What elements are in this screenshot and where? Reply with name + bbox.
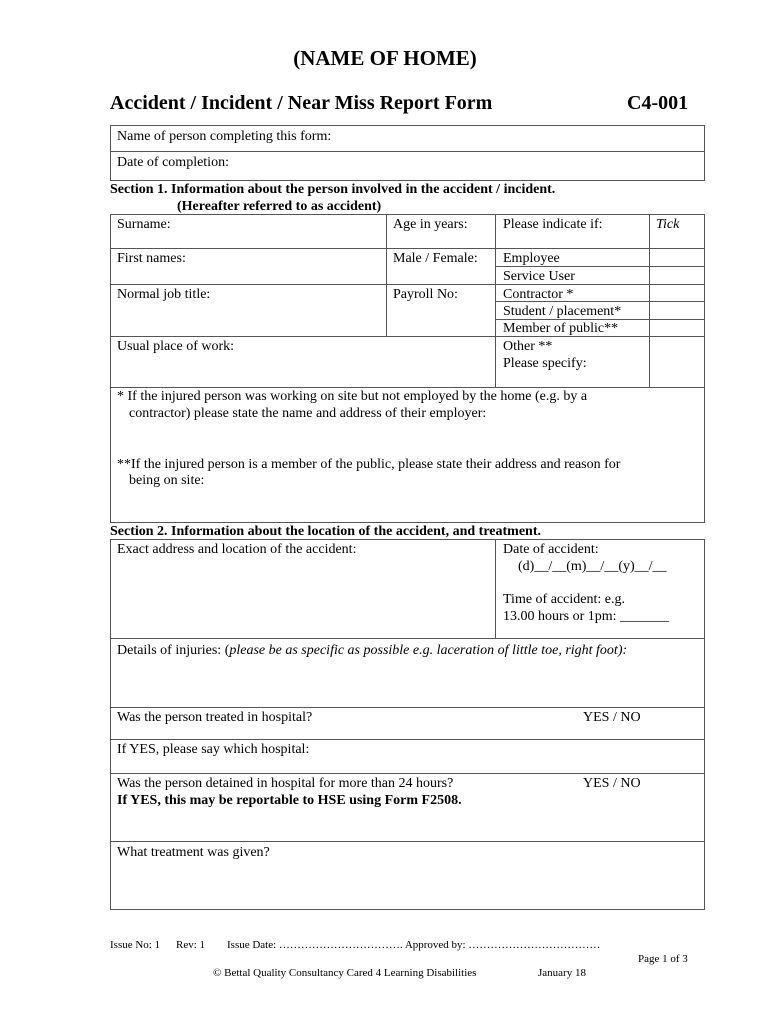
which-hospital-field[interactable]: If YES, please say which hospital: [117, 742, 310, 757]
first-names-field[interactable]: First names: [117, 251, 186, 266]
indicate-label: Please indicate if: [503, 217, 603, 232]
public-note-cont: being on site: [129, 473, 205, 488]
option-service-user: Service User [503, 269, 575, 284]
tick-cell-member-of-public[interactable] [650, 320, 704, 335]
tick-cell-other[interactable] [650, 337, 704, 386]
option-other: Other ** [503, 339, 553, 354]
section2-heading: Section 2. Information about the location of the accident, and treatment. [110, 524, 541, 539]
other-specify-field[interactable]: Please specify: [503, 356, 587, 371]
option-contractor: Contractor * [503, 287, 574, 302]
workplace-field[interactable]: Usual place of work: [117, 339, 235, 354]
completion-date-field[interactable]: Date of completion: [117, 155, 229, 170]
contractor-note-cont: contractor) please state the name and address of their employer: [129, 406, 487, 421]
divider [110, 707, 705, 708]
form-title: Accident / Incident / Near Miss Report Form [110, 92, 493, 114]
divider [110, 739, 705, 740]
age-field[interactable]: Age in years: [393, 217, 468, 232]
page-number: Page 1 of 3 [638, 953, 688, 965]
completer-name-field[interactable]: Name of person completing this form: [117, 129, 332, 144]
section1-heading: Section 1. Information about the person involved in the accident / incident. [110, 182, 556, 197]
divider [386, 214, 387, 336]
gender-field[interactable]: Male / Female: [393, 251, 478, 266]
treatment-field[interactable]: What treatment was given? [117, 845, 270, 860]
job-title-field[interactable]: Normal job title: [117, 287, 211, 302]
divider [495, 539, 496, 638]
home-name: (NAME OF HOME) [293, 46, 477, 70]
hospital-yes-no[interactable]: YES / NO [583, 710, 641, 725]
injuries-label: Details of injuries: ( [117, 643, 230, 658]
option-student: Student / placement* [503, 304, 622, 319]
issue-number: Issue No: 1 [110, 939, 161, 951]
divider [110, 638, 705, 639]
accident-time-label: Time of accident: e.g. [503, 592, 625, 607]
tick-cell-student[interactable] [650, 302, 704, 318]
divider [110, 284, 705, 285]
tick-cell-service-user[interactable] [650, 267, 704, 283]
surname-field[interactable]: Surname: [117, 217, 171, 232]
divider [110, 151, 705, 152]
issue-date-approval: Issue Date: ……………………………. Approved by: ……………………………… [227, 939, 601, 951]
option-employee: Employee [503, 251, 560, 266]
hospital-question: Was the person treated in hospital? [117, 710, 313, 725]
injuries-hint: please be as specific as possible e.g. laceration of little toe, right foot): [229, 643, 628, 658]
injuries-field[interactable] [117, 642, 627, 659]
detained-yes-no[interactable]: YES / NO [583, 776, 641, 791]
payroll-field[interactable]: Payroll No: [393, 287, 458, 302]
option-member-of-public: Member of public** [503, 321, 619, 336]
section1-subheading: (Hereafter referred to as accident) [177, 199, 382, 214]
accident-date-field[interactable]: (d)__/__(m)__/__(y)__/__ [518, 559, 667, 574]
contractor-note: * If the injured person was working on site but not employed by the home (e.g. by a [117, 389, 588, 404]
tick-cell-contractor[interactable] [650, 285, 704, 300]
accident-time-field[interactable]: 13.00 hours or 1pm: _______ [503, 609, 670, 624]
divider [110, 248, 705, 249]
reportable-note: If YES, this may be reportable to HSE using Form F2508. [117, 793, 462, 808]
revision: Rev: 1 [176, 939, 206, 951]
copyright: © Bettal Quality Consultancy Cared 4 Learning Disabilities [213, 967, 477, 979]
accident-address-field[interactable]: Exact address and location of the accident: [117, 542, 357, 557]
footer-date: January 18 [538, 967, 586, 979]
divider [110, 841, 705, 842]
divider [110, 773, 705, 774]
accident-date-label: Date of accident: [503, 542, 599, 557]
detained-question: Was the person detained in hospital for more than 24 hours? [117, 776, 454, 791]
tick-column-header: Tick [656, 217, 680, 232]
public-note: **If the injured person is a member of the public, please state their address and reason for [117, 457, 621, 472]
form-code: C4-001 [627, 92, 689, 114]
tick-cell-employee[interactable] [650, 249, 704, 265]
